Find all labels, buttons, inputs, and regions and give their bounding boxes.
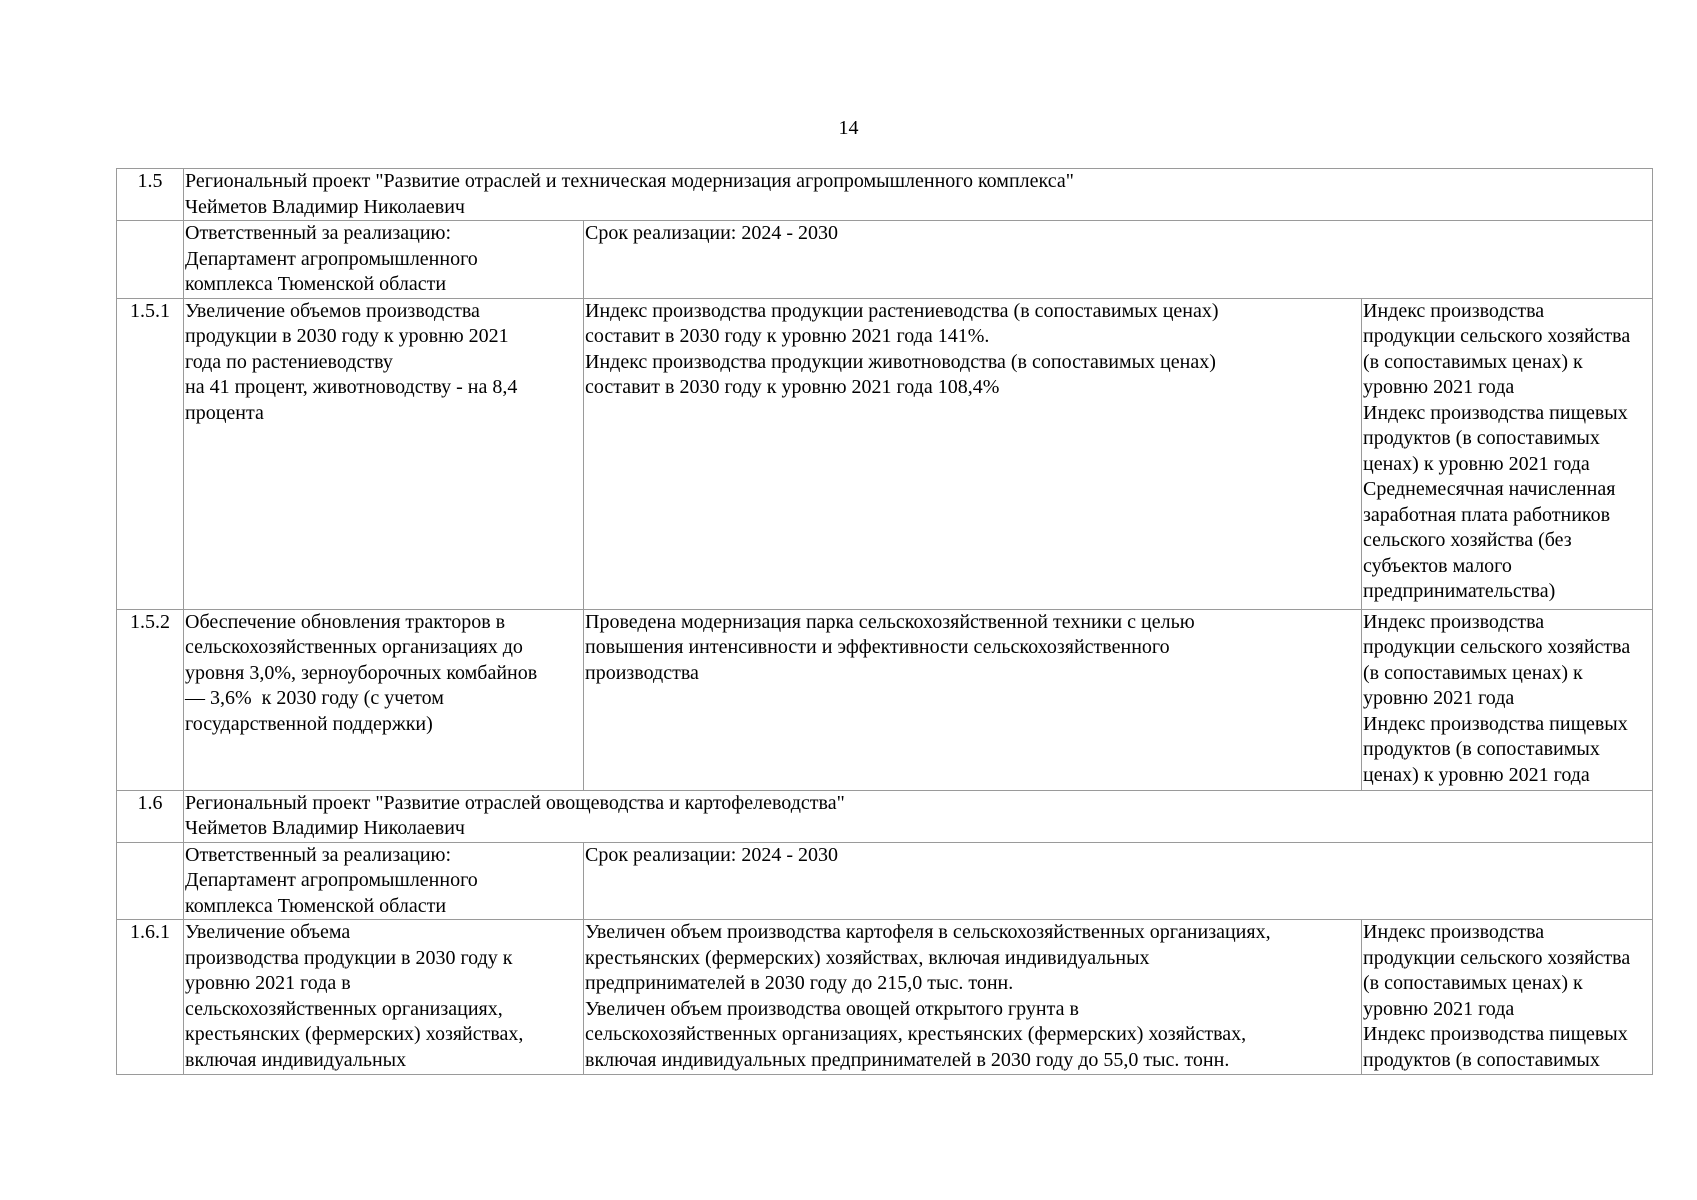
task-line: уровня 3,0%, зерноуборочных комбайнов — [185, 661, 538, 684]
task-line: крестьянских (фермерских) хозяйствах, — [185, 1023, 524, 1045]
responsible-line: комплекса Тюменской области — [185, 273, 447, 295]
responsible-cell — [184, 221, 584, 299]
task-line: Увеличение объемов производства — [185, 299, 480, 322]
indicator-line: ценах) к уровню 2021 года — [1363, 452, 1590, 475]
result-line: составит в 2030 году к уровню 2021 года 108,4% — [585, 376, 1000, 398]
task-line: Обеспечение обновления тракторов в — [185, 610, 506, 633]
indicator-cell — [1362, 298, 1653, 609]
task-line: включая индивидуальных — [185, 1048, 407, 1071]
term-text: Срок реализации: 2024 - 2030 — [585, 843, 839, 866]
task-line: государственной поддержки) — [185, 712, 433, 735]
task-cell — [184, 920, 584, 1075]
indicator-line: Индекс производства — [1363, 921, 1545, 943]
task-line: сельскохозяйственных организациях, — [185, 997, 503, 1020]
responsible-cell — [184, 842, 584, 920]
result-line: предпринимателей в 2030 году до 215,0 тыс. тонн. — [585, 972, 1014, 994]
responsible-line: Департамент агропромышленного — [185, 247, 478, 270]
indicator-line: продукции сельского хозяйства — [1363, 325, 1631, 347]
indicator-line: Среднемесячная начисленная — [1363, 478, 1616, 500]
indicator-line: уровню 2021 года — [1363, 376, 1515, 398]
result-line: Проведена модернизация парка сельскохозяйственной техники с целью — [585, 610, 1195, 633]
task-number: 1.6.1 — [117, 920, 184, 1075]
task-number: 1.5.1 — [117, 298, 184, 609]
indicator-line: Индекс производства пищевых — [1363, 712, 1628, 735]
section-person: Чейметов Владимир Николаевич — [185, 195, 465, 218]
task-row — [117, 298, 1653, 609]
section-person: Чейметов Владимир Николаевич — [185, 817, 465, 839]
indicator-line: уровню 2021 года — [1363, 997, 1515, 1020]
result-cell — [584, 920, 1362, 1075]
indicator-line: продуктов (в сопоставимых — [1363, 738, 1600, 760]
indicator-line: сельского хозяйства (без — [1363, 529, 1572, 551]
indicator-line: продукции сельского хозяйства — [1363, 636, 1631, 658]
result-line: Увеличен объем производства овощей открытого грунта в — [585, 997, 1079, 1020]
term-text: Срок реализации: 2024 - 2030 — [585, 222, 839, 244]
task-cell — [184, 298, 584, 609]
indicator-cell — [1362, 609, 1653, 790]
empty-number-cell — [117, 842, 184, 920]
section-title: Региональный проект "Развитие отраслей овощеводства и картофелеводства" — [185, 791, 845, 814]
task-line: года по растениеводству — [185, 350, 393, 373]
task-line: на 41 процент, животноводству - на 8,4 — [185, 376, 518, 398]
responsible-line: Ответственный за реализацию: — [185, 222, 452, 244]
plan-table — [116, 168, 1653, 1075]
indicator-line: продукции сельского хозяйства — [1363, 946, 1631, 969]
result-line: Индекс производства продукции растениеводства (в сопоставимых ценах) — [585, 299, 1219, 322]
responsible-line: Департамент агропромышленного — [185, 869, 478, 891]
indicator-line: предпринимательства) — [1363, 580, 1556, 602]
term-cell — [584, 221, 1653, 299]
task-row — [117, 609, 1653, 790]
indicator-line: субъектов малого — [1363, 554, 1512, 577]
indicator-line: (в сопоставимых ценах) к — [1363, 972, 1583, 994]
responsible-row — [117, 842, 1653, 920]
task-line: процента — [185, 401, 264, 424]
task-cell — [184, 609, 584, 790]
indicator-line: Индекс производства пищевых — [1363, 1023, 1628, 1045]
result-line: составит в 2030 году к уровню 2021 года 141%. — [585, 325, 990, 347]
task-line: — 3,6% к 2030 году (с учетом — [185, 687, 444, 709]
section-title: Региональный проект "Развитие отраслей и техническая модернизация агропромышленного комплекса" — [185, 170, 1074, 192]
result-line: производства — [585, 661, 699, 684]
task-line: продукции в 2030 году к уровню 2021 — [185, 325, 509, 347]
result-line: крестьянских (фермерских) хозяйствах, включая индивидуальных — [585, 946, 1150, 969]
indicator-line: ценах) к уровню 2021 года — [1363, 763, 1590, 786]
indicator-line: Индекс производства — [1363, 299, 1545, 322]
section-header-cell — [184, 790, 1653, 842]
section-header-row — [117, 790, 1653, 842]
term-cell — [584, 842, 1653, 920]
indicator-line: (в сопоставимых ценах) к — [1363, 661, 1583, 684]
indicator-line: Индекс производства — [1363, 610, 1545, 633]
section-number: 1.5 — [117, 169, 184, 221]
task-number: 1.5.2 — [117, 609, 184, 790]
section-header-row — [117, 169, 1653, 221]
section-number: 1.6 — [117, 790, 184, 842]
result-line: включая индивидуальных предпринимателей в 2030 году до 55,0 тыс. тонн. — [585, 1048, 1230, 1071]
task-line: Увеличение объема — [185, 921, 351, 943]
responsible-line: Ответственный за реализацию: — [185, 843, 452, 866]
section-header-cell — [184, 169, 1653, 221]
indicator-line: продуктов (в сопоставимых — [1363, 1048, 1600, 1071]
task-row — [117, 920, 1653, 1075]
indicator-line: продуктов (в сопоставимых — [1363, 427, 1600, 449]
result-line: Индекс производства продукции животноводства (в сопоставимых ценах) — [585, 350, 1216, 373]
page-number: 14 — [838, 117, 859, 139]
indicator-line: уровню 2021 года — [1363, 687, 1515, 709]
indicator-cell — [1362, 920, 1653, 1075]
task-line: производства продукции в 2030 году к — [185, 946, 513, 969]
indicator-line: Индекс производства пищевых — [1363, 401, 1628, 424]
indicator-line: заработная плата работников — [1363, 503, 1611, 526]
result-cell — [584, 609, 1362, 790]
indicator-line: (в сопоставимых ценах) к — [1363, 350, 1583, 373]
result-cell — [584, 298, 1362, 609]
result-line: сельскохозяйственных организациях, крестьянских (фермерских) хозяйствах, — [585, 1023, 1247, 1045]
result-line: Увеличен объем производства картофеля в сельскохозяйственных организациях, — [585, 921, 1271, 943]
task-line: уровню 2021 года в — [185, 972, 351, 994]
responsible-row — [117, 221, 1653, 299]
result-line: повышения интенсивности и эффективности сельскохозяйственного — [585, 636, 1170, 658]
responsible-line: комплекса Тюменской области — [185, 894, 447, 917]
empty-number-cell — [117, 221, 184, 299]
task-line: сельскохозяйственных организациях до — [185, 636, 523, 658]
